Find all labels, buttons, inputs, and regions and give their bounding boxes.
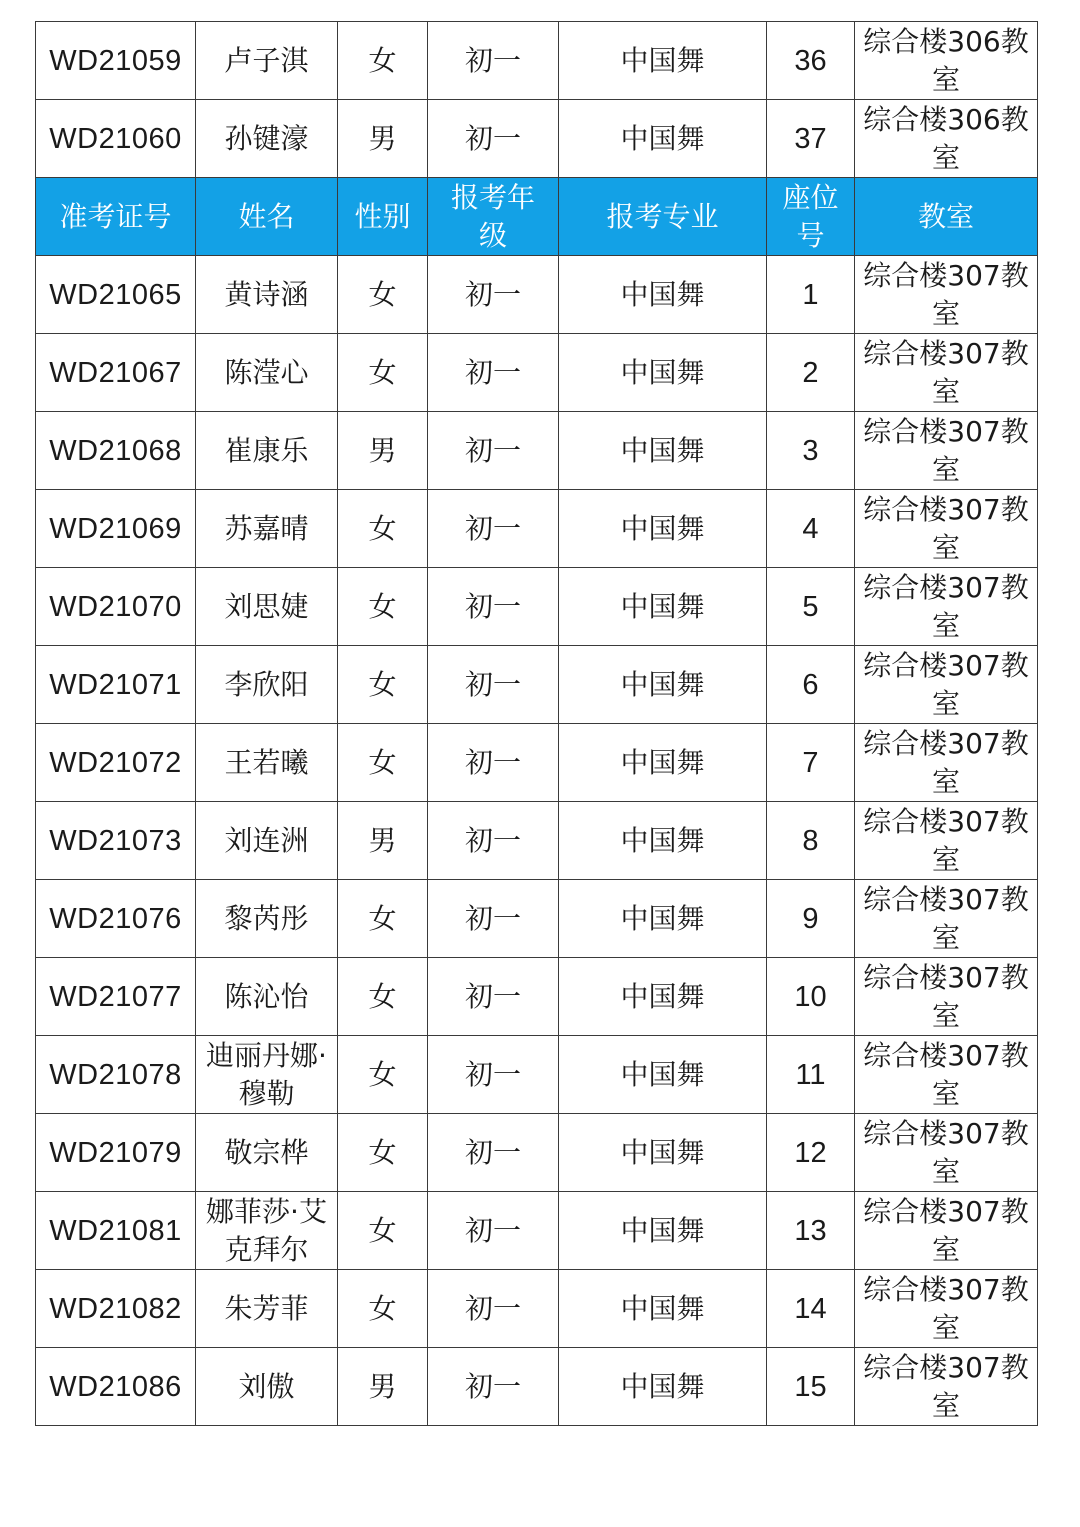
grade-cell: 初一	[428, 1036, 559, 1114]
room-306-rows	[36, 22, 1038, 178]
grade-cell: 初一	[428, 1192, 559, 1270]
seat-cell: 1	[767, 256, 855, 334]
name-cell: 刘傲	[196, 1348, 338, 1426]
gender-cell: 女	[338, 724, 428, 802]
gender-cell: 女	[338, 646, 428, 724]
name-cell: 李欣阳	[196, 646, 338, 724]
table-row	[36, 22, 1038, 100]
header-room: 教室	[855, 178, 1038, 256]
gender-cell: 女	[338, 490, 428, 568]
table-row	[36, 490, 1038, 568]
room-cell: 综合楼307教室	[855, 1270, 1038, 1348]
major-cell: 中国舞	[559, 1348, 767, 1426]
gender-cell: 女	[338, 1270, 428, 1348]
seat-cell: 6	[767, 646, 855, 724]
name-cell: 刘连洲	[196, 802, 338, 880]
seat-cell: 10	[767, 958, 855, 1036]
major-cell: 中国舞	[559, 802, 767, 880]
header-name: 姓名	[196, 178, 338, 256]
major-cell: 中国舞	[559, 568, 767, 646]
major-cell: 中国舞	[559, 334, 767, 412]
seat-cell: 11	[767, 1036, 855, 1114]
gender-cell: 女	[338, 1036, 428, 1114]
exam-id-cell: WD21073	[36, 802, 196, 880]
room-cell: 综合楼307教室	[855, 802, 1038, 880]
seat-cell: 4	[767, 490, 855, 568]
name-cell: 陈滢心	[196, 334, 338, 412]
grade-cell: 初一	[428, 256, 559, 334]
table-header	[36, 178, 1038, 256]
gender-cell: 女	[338, 1192, 428, 1270]
major-cell: 中国舞	[559, 1192, 767, 1270]
room-cell: 综合楼307教室	[855, 568, 1038, 646]
room-307-rows	[36, 256, 1038, 1426]
room-cell: 综合楼307教室	[855, 1348, 1038, 1426]
grade-cell: 初一	[428, 490, 559, 568]
seat-cell: 9	[767, 880, 855, 958]
name-cell: 崔康乐	[196, 412, 338, 490]
grade-cell: 初一	[428, 100, 559, 178]
seat-cell: 12	[767, 1114, 855, 1192]
gender-cell: 男	[338, 412, 428, 490]
room-cell: 综合楼306教室	[855, 22, 1038, 100]
room-cell: 综合楼307教室	[855, 490, 1038, 568]
room-cell: 综合楼307教室	[855, 256, 1038, 334]
table-row	[36, 646, 1038, 724]
table-row	[36, 568, 1038, 646]
major-cell: 中国舞	[559, 100, 767, 178]
grade-cell: 初一	[428, 334, 559, 412]
room-cell: 综合楼307教室	[855, 958, 1038, 1036]
seat-cell: 37	[767, 100, 855, 178]
room-cell: 综合楼307教室	[855, 880, 1038, 958]
table-row	[36, 958, 1038, 1036]
exam-id-cell: WD21060	[36, 100, 196, 178]
room-cell: 综合楼306教室	[855, 100, 1038, 178]
room-cell: 综合楼307教室	[855, 1192, 1038, 1270]
major-cell: 中国舞	[559, 1270, 767, 1348]
seat-cell: 13	[767, 1192, 855, 1270]
name-cell: 迪丽丹娜·穆勒	[196, 1036, 338, 1114]
major-cell: 中国舞	[559, 1036, 767, 1114]
grade-cell: 初一	[428, 1114, 559, 1192]
exam-id-cell: WD21079	[36, 1114, 196, 1192]
name-cell: 陈沁怡	[196, 958, 338, 1036]
name-cell: 苏嘉晴	[196, 490, 338, 568]
name-cell: 娜菲莎·艾克拜尔	[196, 1192, 338, 1270]
gender-cell: 女	[338, 256, 428, 334]
table-row	[36, 256, 1038, 334]
exam-id-cell: WD21072	[36, 724, 196, 802]
gender-cell: 女	[338, 22, 428, 100]
name-cell: 孙键濠	[196, 100, 338, 178]
gender-cell: 女	[338, 1114, 428, 1192]
grade-cell: 初一	[428, 646, 559, 724]
seat-cell: 15	[767, 1348, 855, 1426]
exam-id-cell: WD21067	[36, 334, 196, 412]
table-row	[36, 1348, 1038, 1426]
seat-cell: 7	[767, 724, 855, 802]
exam-id-cell: WD21082	[36, 1270, 196, 1348]
table-row	[36, 802, 1038, 880]
grade-cell: 初一	[428, 1348, 559, 1426]
table-row	[36, 412, 1038, 490]
seat-cell: 2	[767, 334, 855, 412]
header-grade: 报考年级	[428, 178, 559, 256]
name-cell: 黎芮彤	[196, 880, 338, 958]
exam-id-cell: WD21059	[36, 22, 196, 100]
table-row	[36, 1270, 1038, 1348]
gender-cell: 女	[338, 568, 428, 646]
exam-id-cell: WD21069	[36, 490, 196, 568]
room-cell: 综合楼307教室	[855, 334, 1038, 412]
gender-cell: 男	[338, 802, 428, 880]
exam-roster-table	[35, 21, 1038, 1426]
room-cell: 综合楼307教室	[855, 412, 1038, 490]
grade-cell: 初一	[428, 802, 559, 880]
header-gender: 性别	[338, 178, 428, 256]
seat-cell: 3	[767, 412, 855, 490]
name-cell: 敬宗桦	[196, 1114, 338, 1192]
room-cell: 综合楼307教室	[855, 1036, 1038, 1114]
grade-cell: 初一	[428, 22, 559, 100]
table-row	[36, 1192, 1038, 1270]
table-row	[36, 100, 1038, 178]
grade-cell: 初一	[428, 412, 559, 490]
name-cell: 王若曦	[196, 724, 338, 802]
gender-cell: 女	[338, 334, 428, 412]
table-row	[36, 334, 1038, 412]
grade-cell: 初一	[428, 958, 559, 1036]
grade-cell: 初一	[428, 568, 559, 646]
header-seat: 座位号	[767, 178, 855, 256]
seat-cell: 14	[767, 1270, 855, 1348]
room-cell: 综合楼307教室	[855, 1114, 1038, 1192]
gender-cell: 女	[338, 958, 428, 1036]
seat-cell: 8	[767, 802, 855, 880]
table-row	[36, 880, 1038, 958]
exam-id-cell: WD21081	[36, 1192, 196, 1270]
name-cell: 黄诗涵	[196, 256, 338, 334]
major-cell: 中国舞	[559, 1114, 767, 1192]
grade-cell: 初一	[428, 880, 559, 958]
header-exam-id: 准考证号	[36, 178, 196, 256]
exam-id-cell: WD21078	[36, 1036, 196, 1114]
gender-cell: 女	[338, 880, 428, 958]
name-cell: 朱芳菲	[196, 1270, 338, 1348]
room-cell: 综合楼307教室	[855, 724, 1038, 802]
exam-id-cell: WD21086	[36, 1348, 196, 1426]
table-row	[36, 1114, 1038, 1192]
gender-cell: 男	[338, 100, 428, 178]
room-cell: 综合楼307教室	[855, 646, 1038, 724]
exam-id-cell: WD21068	[36, 412, 196, 490]
header-major: 报考专业	[559, 178, 767, 256]
major-cell: 中国舞	[559, 256, 767, 334]
seat-cell: 36	[767, 22, 855, 100]
exam-id-cell: WD21065	[36, 256, 196, 334]
header-row	[36, 178, 1038, 256]
major-cell: 中国舞	[559, 646, 767, 724]
name-cell: 卢子淇	[196, 22, 338, 100]
major-cell: 中国舞	[559, 880, 767, 958]
exam-id-cell: WD21071	[36, 646, 196, 724]
grade-cell: 初一	[428, 1270, 559, 1348]
grade-cell: 初一	[428, 724, 559, 802]
gender-cell: 男	[338, 1348, 428, 1426]
table-row	[36, 724, 1038, 802]
table-row	[36, 1036, 1038, 1114]
major-cell: 中国舞	[559, 724, 767, 802]
major-cell: 中国舞	[559, 958, 767, 1036]
seat-cell: 5	[767, 568, 855, 646]
major-cell: 中国舞	[559, 412, 767, 490]
exam-id-cell: WD21076	[36, 880, 196, 958]
major-cell: 中国舞	[559, 22, 767, 100]
name-cell: 刘思婕	[196, 568, 338, 646]
exam-id-cell: WD21070	[36, 568, 196, 646]
exam-id-cell: WD21077	[36, 958, 196, 1036]
major-cell: 中国舞	[559, 490, 767, 568]
